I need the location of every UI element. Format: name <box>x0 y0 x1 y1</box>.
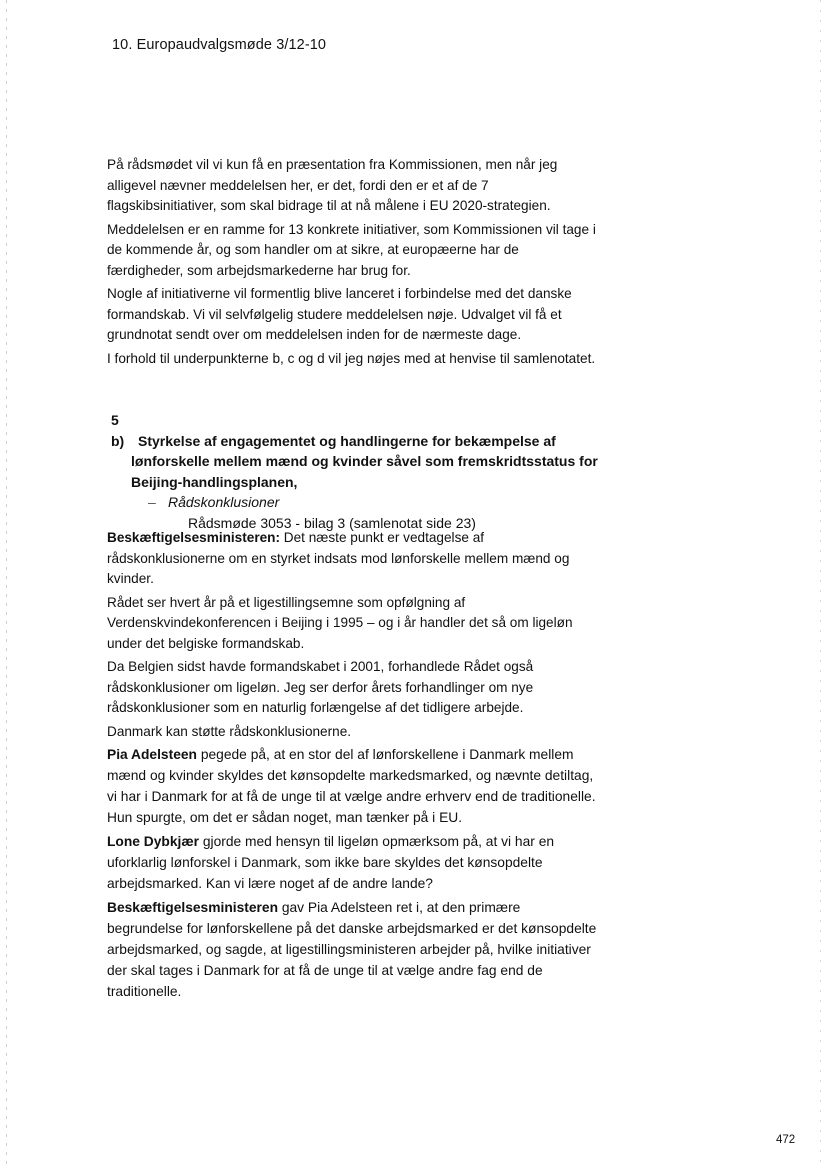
agenda-item <box>111 410 611 533</box>
agenda-subtitle-text: Rådskonklusioner <box>168 494 280 510</box>
speaker-name: Lone Dybkjær <box>107 834 199 849</box>
paragraph <box>107 831 597 894</box>
agenda-title-text: Styrkelse af engagementet og handlingerne for bekæmpelse af lønforskelle mellem mænd og kvinder såvel som fremskridtsstatus for Beijing-handlingsplanen, <box>131 432 598 490</box>
paragraph <box>107 897 597 1002</box>
paragraph: Da Belgien sidst havde formandskabet i 2001, forhandlede Rådet også rådskonklusioner om ligeløn. Jeg ser derfor årets forhandlinger om nye rådskonklusioner som en naturlig forlængelse af det tidligere arbejde. <box>107 659 534 715</box>
dash-bullet: – <box>148 494 156 510</box>
paragraph <box>107 744 597 828</box>
paragraph-text: Det næste punkt er vedtagelse af rådskonklusionerne om en styrket indsats mod lønforskelle mellem mænd og kvinder. <box>107 530 570 586</box>
agenda-number: 5 b) <box>111 412 125 449</box>
paragraph: I forhold til underpunkterne b, c og d vil jeg nøjes med at henvise til samlenotatet. <box>107 350 596 366</box>
scan-edge-right <box>820 0 821 1168</box>
section-1 <box>107 155 597 372</box>
paragraph: Meddelelsen er en ramme for 13 konkrete initiativer, som Kommissionen vil tage i de kommende år, og som handler om at sikre, at europæerne har de færdigheder, som arbejdsmarkederne har brug for. <box>107 221 596 278</box>
speaker-name: Beskæftigelsesministeren <box>107 900 278 915</box>
agenda-reference: Rådsmøde 3053 - bilag 3 (samlenotat side 23) <box>188 514 476 531</box>
section-2 <box>107 528 597 745</box>
paragraph: Nogle af initiativerne vil formentlig blive lanceret i forbindelse med det danske formandskab. Vi vil selvfølgelig studere meddelelsen nøje. Udvalget vil få et grundnotat sendt over om meddelelsen inden for de nærmeste dage. <box>107 286 572 342</box>
agenda-title <box>111 410 611 492</box>
speaker-name: Pia Adelsteen <box>107 747 197 762</box>
paragraph <box>107 528 597 590</box>
paragraph: Rådet ser hvert år på et ligestillingsemne som opfølgning af Verdenskvindekonferencen i Beijing i 1995 – og i år handler det så om ligeløn under det belgiske formandskab. <box>107 594 573 651</box>
paragraph: På rådsmødet vil vi kun få en præsentation fra Kommissionen, men når jeg alligevel nævner meddelelsen her, er det, fordi den er et af de 7 flagskibsinitiativer, som skal bidrage til at nå målene i EU 2020-strategien. <box>107 157 558 213</box>
page-number: 472 <box>776 1134 796 1146</box>
page-header: 10. Europaudvalgsmøde 3/12-10 <box>112 37 327 53</box>
agenda-subtitle <box>111 492 611 513</box>
paragraph: Danmark kan støtte rådskonklusionerne. <box>107 723 352 739</box>
section-3 <box>107 744 597 1005</box>
paragraph-text: gjorde med hensyn til ligeløn opmærksom på, at vi har en uforklarlig lønforskel i Danmark, som ikke bare skyldes det kønsopdelte arbejdsmarked. Kan vi lære noget af de andre lande? <box>107 834 555 891</box>
speaker-name: Beskæftigelsesministeren: <box>107 530 281 545</box>
paragraph-text: pegede på, at en stor del af lønforskellene i Danmark mellem mænd og kvinder skyldes det kønsopdelte markedsmarked, og nævnte detiltag, vi har i Danmark for at få de unge til at vælge andre erhverv end de traditionelle. Hun spurgte, om det er sådan noget, man tænker på i EU. <box>107 747 596 825</box>
scan-edge-left <box>6 0 7 1168</box>
paragraph-text: gav Pia Adelsteen ret i, at den primære begrundelse for lønforskellene på det danske arbejdsmarked er det kønsopdelte arbejdsmarked, og sagde, at ligestillingsministeren arbejder på, hvilke initiativer der skal tages i Danmark for at få de unge til at vælge andre fag end de traditionelle. <box>107 900 597 999</box>
